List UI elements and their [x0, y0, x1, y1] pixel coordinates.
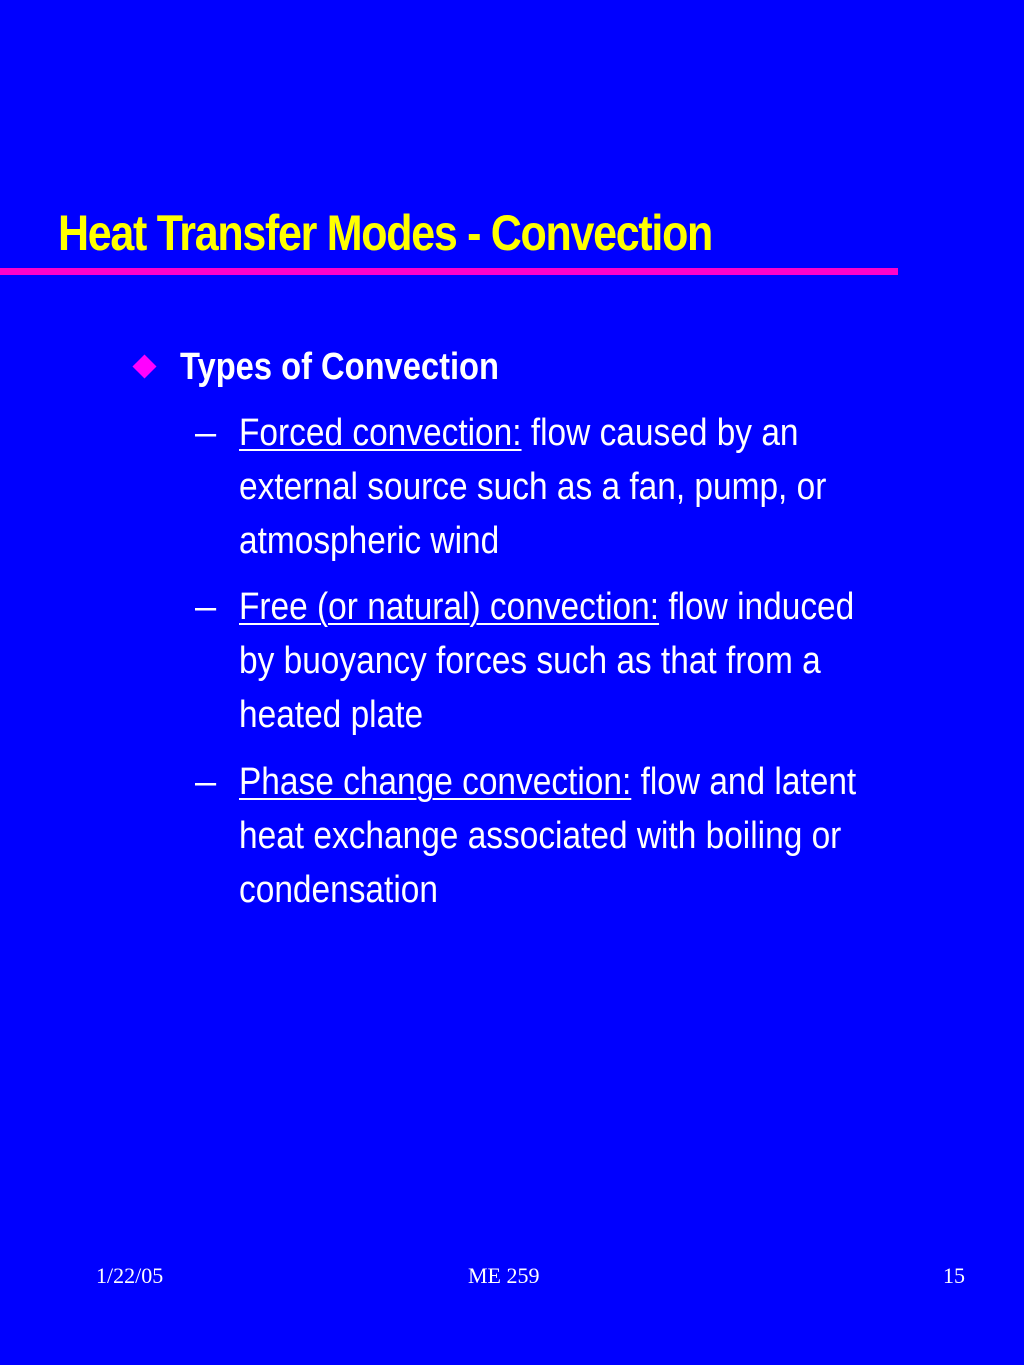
dash-bullet: – — [195, 586, 217, 628]
sub-bullet-line: heated plate — [239, 694, 424, 736]
term-free-convection: Free (or natural) convection: — [239, 586, 660, 628]
sub-bullet-line: heat exchange associated with boiling or — [239, 815, 842, 857]
dash-bullet: – — [195, 761, 217, 803]
footer-page-number: 15 — [943, 1263, 965, 1288]
bullet-types-of-convection: Types of Convection — [180, 346, 499, 388]
footer-date: 1/22/05 — [96, 1263, 164, 1288]
sub-bullet-line — [239, 406, 799, 460]
footer-course: ME 259 — [468, 1263, 540, 1288]
term-forced-convection: Forced convection: — [239, 412, 522, 454]
sub-bullet-line — [239, 580, 854, 634]
title-underline-rule — [0, 268, 898, 275]
definition-text: flow caused by an — [521, 412, 799, 454]
dash-bullet: – — [195, 412, 217, 454]
term-phase-change-convection: Phase change convection: — [239, 761, 632, 803]
definition-text: flow and latent — [631, 761, 857, 803]
slide-title: Heat Transfer Modes - Convection — [58, 205, 713, 261]
sub-bullet-line: by buoyancy forces such as that from a — [239, 640, 821, 682]
diamond-bullet-icon — [132, 354, 156, 378]
definition-text: flow induced — [659, 586, 855, 628]
sub-bullet-line: condensation — [239, 869, 438, 911]
sub-bullet-line — [239, 755, 856, 809]
sub-bullet-line: external source such as a fan, pump, or — [239, 466, 827, 508]
sub-bullet-line: atmospheric wind — [239, 520, 500, 562]
